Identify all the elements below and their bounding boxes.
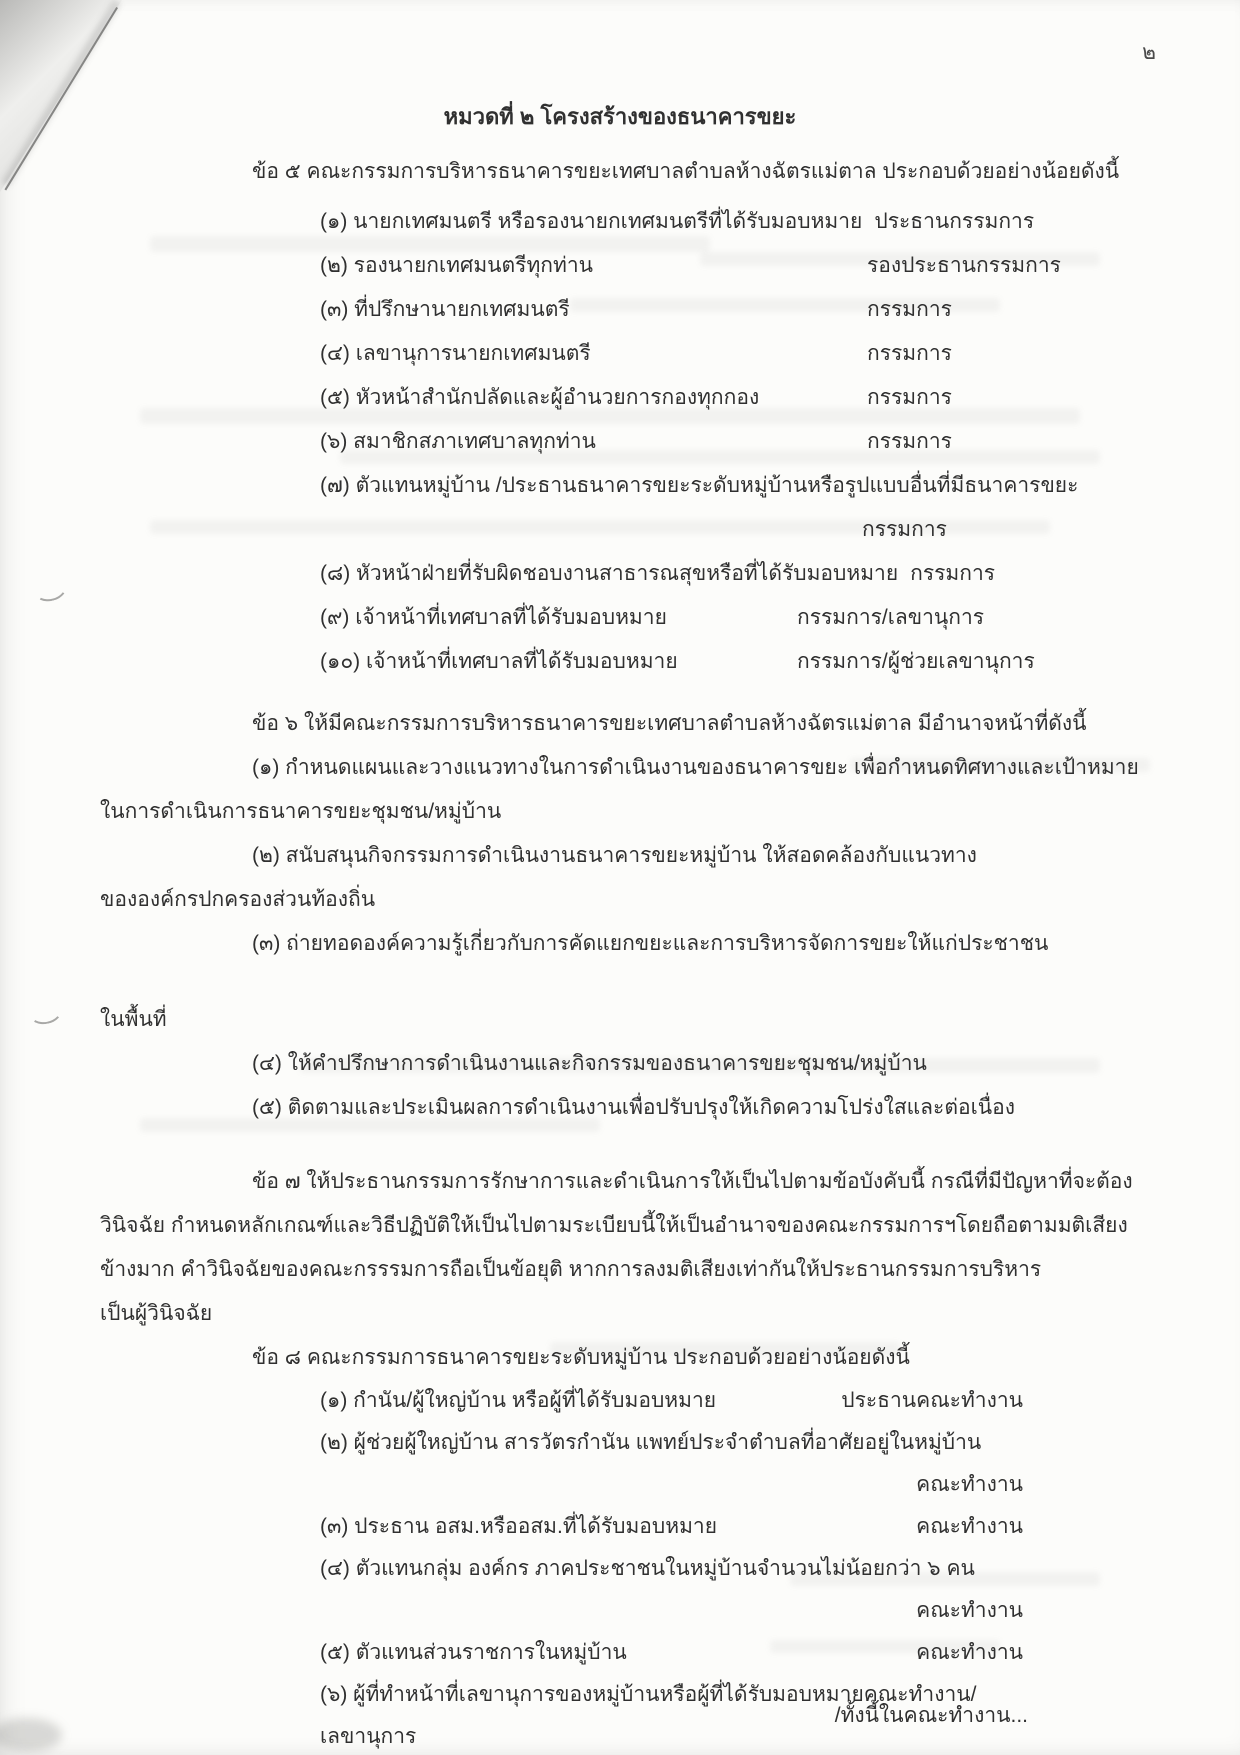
duty-item: (๒) สนับสนุนกิจกรรมการดำเนินงานธนาคารขยะหมู่บ้าน ให้สอดคล้องกับแนวทาง — [252, 844, 977, 867]
list-item — [320, 1548, 1023, 1632]
committee-member: (๗) ตัวแทนหมู่บ้าน /ประธานธนาคารขยะระดับหมู่บ้านหรือรูปแบบอื่นที่มีธนาคารขยะ — [320, 474, 1079, 497]
workgroup-member: (๓) ประธาน อสม.หรืออสม.ที่ได้รับมอบหมาย — [320, 1515, 718, 1538]
list-item — [320, 640, 1140, 684]
duty-item: (๓) ถ่ายทอดองค์ความรู้เกี่ยวกับการคัดแยกขยะและการบริหารจัดการขยะให้แก่ประชาชน — [252, 932, 1049, 955]
committee-role: กรรมการ — [862, 518, 947, 541]
workgroup-role: คณะทำงาน — [916, 1641, 1023, 1664]
section7 — [100, 1160, 1140, 1336]
list-item — [320, 420, 1140, 464]
list-item — [320, 376, 1140, 420]
committee-role: กรรมการ — [867, 386, 952, 409]
duty-item: (๔) ให้คำปรึกษาการดำเนินงานและกิจกรรมของธนาคารขยะชุมชน/หมู่บ้าน — [252, 1052, 927, 1075]
committee-role: กรรมการ — [910, 562, 996, 585]
document-content — [100, 0, 1140, 1755]
workgroup-role: คณะทำงาน — [916, 1473, 1023, 1496]
list-item — [320, 288, 1140, 332]
committee-role: ประธานกรรมการ — [874, 210, 1035, 233]
section7-text: ข้อ ๗ ให้ประธานกรรมการรักษาการและดำเนินการให้เป็นไปตามข้อบังคับนี้ กรณีที่มีปัญหาที่จะต้อง — [252, 1170, 1133, 1193]
committee-member: (๘) หัวหน้าฝ่ายที่รับผิดชอบงานสาธารณสุขหรือที่ได้รับมอบหมาย — [320, 562, 899, 585]
committee-member: (๖) สมาชิกสภาเทศบาลทุกท่าน — [320, 430, 596, 453]
list-item — [320, 1632, 1023, 1674]
section8-intro: ข้อ ๘ คณะกรรมการธนาคารขยะระดับหมู่บ้าน ประกอบด้วยอย่างน้อยดังนี้ — [252, 1346, 910, 1369]
committee-role: กรรมการ/เลขานุการ — [797, 606, 985, 629]
committee-role: กรรมการ — [867, 342, 952, 365]
section5-intro: ข้อ ๕ คณะกรรมการบริหารธนาคารขยะเทศบาลตำบลห้างฉัตรแม่ตาล ประกอบด้วยอย่างน้อยดังนี้ — [252, 160, 1120, 183]
list-item — [320, 332, 1140, 376]
list-item — [320, 596, 1140, 640]
scan-edge-mark — [26, 995, 64, 1027]
scan-edge-mark — [30, 571, 69, 604]
committee-member: (๓) ที่ปรึกษานายกเทศมนตรี — [320, 298, 570, 321]
list-item — [320, 552, 1140, 596]
list-item — [320, 1380, 1023, 1422]
workgroup-role: ประธานคณะทำงาน — [841, 1389, 1023, 1412]
section6 — [100, 702, 1140, 1130]
scan-corner-smudge — [0, 1718, 62, 1752]
committee-role: กรรมการ — [867, 430, 952, 453]
list-item — [320, 244, 1140, 288]
duty-item-continuation: ขององค์กรปกครองส่วนท้องถิ่น — [100, 888, 376, 911]
duty-item-continuation: ในพื้นที่ — [100, 1008, 167, 1031]
workgroup-role: คณะทำงาน — [916, 1515, 1023, 1538]
committee-member: (๙) เจ้าหน้าที่เทศบาลที่ได้รับมอบหมาย — [320, 606, 667, 629]
section8 — [100, 1336, 1140, 1755]
section5-committee-list — [100, 200, 1140, 684]
duty-item-continuation: ในการดำเนินการธนาคารขยะชุมชน/หมู่บ้าน — [100, 800, 502, 823]
committee-member: (๑๐) เจ้าหน้าที่เทศบาลที่ได้รับมอบหมาย — [320, 650, 678, 673]
section7-text: วินิจฉัย กำหนดหลักเกณฑ์และวิธีปฏิบัติให้เป็นไปตามระเบียบนี้ให้เป็นอำนาจของคณะกรรมการฯโดยถือตามมติเสียง — [100, 1214, 1128, 1237]
committee-role: รองประธานกรรมการ — [867, 254, 1061, 277]
workgroup-role: คณะทำงาน — [916, 1599, 1023, 1622]
list-item — [320, 464, 1140, 552]
committee-member: (๒) รองนายกเทศมนตรีทุกท่าน — [320, 254, 593, 277]
workgroup-member: (๕) ตัวแทนส่วนราชการในหมู่บ้าน — [320, 1641, 627, 1664]
workgroup-member: (๔) ตัวแทนกลุ่ม องค์กร ภาคประชาชนในหมู่บ้านจำนวนไม่น้อยกว่า ๖ คน — [320, 1557, 975, 1580]
section7-text: ข้างมาก คำวินิจฉัยของคณะกรรรมการถือเป็นข้อยุติ หากการลงมติเสียงเท่ากันให้ประธานกรรมการบริหาร — [100, 1258, 1042, 1281]
page-continuation-note: /ทั้งนี้ในคณะทำงาน... — [834, 1704, 1028, 1727]
committee-member: (๕) หัวหน้าสำนักปลัดและผู้อำนวยการกองทุกกอง — [320, 386, 760, 409]
document-title: หมวดที่ ๒ โครงสร้างของธนาคารขยะ — [443, 104, 797, 129]
workgroup-member: (๒) ผู้ช่วยผู้ใหญ่บ้าน สารวัตรกำนัน แพทย์ประจำตำบลที่อาศัยอยู่ในหมู่บ้าน — [320, 1431, 982, 1454]
list-item — [320, 1506, 1023, 1548]
duty-item: (๕) ติดตามและประเมินผลการดำเนินงานเพื่อปรับปรุงให้เกิดความโปร่งใสและต่อเนื่อง — [252, 1096, 1015, 1119]
committee-role: กรรมการ — [867, 298, 952, 321]
section6-intro: ข้อ ๖ ให้มีคณะกรรมการบริหารธนาคารขยะเทศบาลตำบลห้างฉัตรแม่ตาล มีอำนาจหน้าที่ดังนี้ — [252, 712, 1087, 735]
duty-item: (๑) กำหนดแผนและวางแนวทางในการดำเนินงานของธนาคารขยะ เพื่อกำหนดทิศทางและเป้าหมาย — [252, 756, 1139, 779]
section7-text: เป็นผู้วินิจฉัย — [100, 1302, 213, 1325]
committee-member: (๑) นายกเทศมนตรี หรือรองนายกเทศมนตรีที่ได้รับมอบหมาย — [320, 210, 863, 233]
workgroup-member: (๑) กำนัน/ผู้ใหญ่บ้าน หรือผู้ที่ได้รับมอบหมาย — [320, 1389, 717, 1412]
page-number: ๒ — [1142, 41, 1156, 64]
workgroup-member: (๖) ผู้ที่ทำหน้าที่เลขานุการของหมู่บ้านหรือผู้ที่ได้รับมอบหมายคณะทำงาน/เลขานุการ — [320, 1683, 977, 1748]
list-item — [320, 200, 1140, 244]
committee-role: กรรมการ/ผู้ช่วยเลขานุการ — [797, 650, 1035, 673]
committee-member: (๔) เลขานุการนายกเทศมนตรี — [320, 342, 591, 365]
list-item — [320, 1422, 1023, 1506]
